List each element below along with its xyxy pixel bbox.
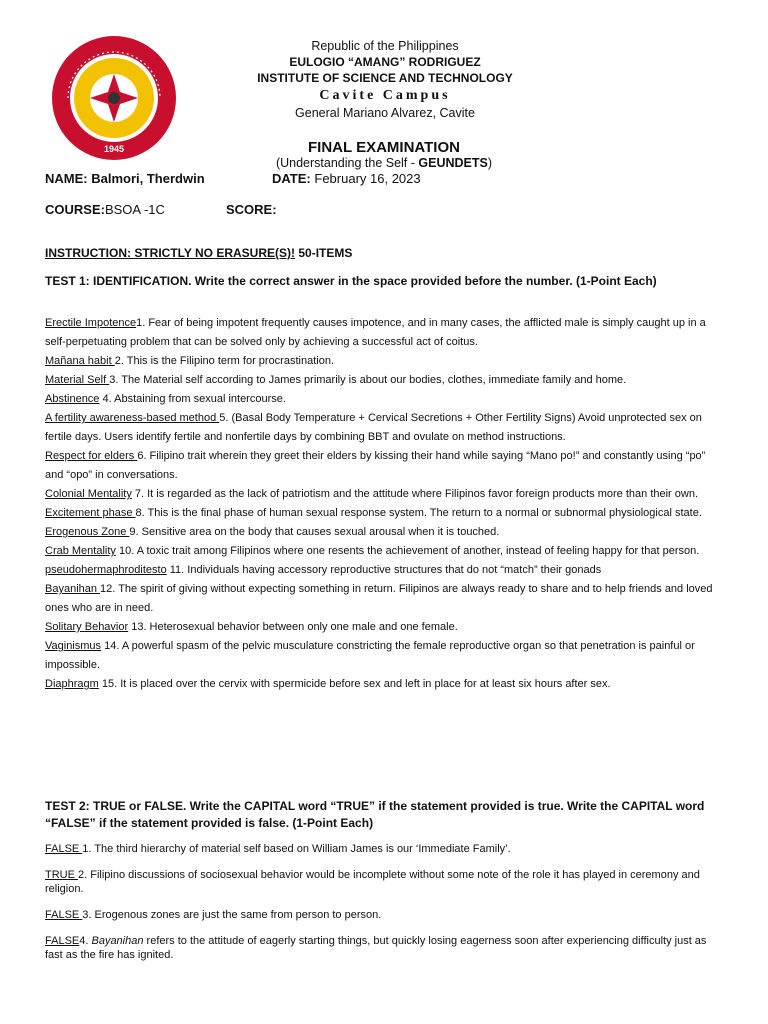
subject-code: GEUNDETS bbox=[418, 156, 488, 170]
test1-item bbox=[45, 618, 725, 637]
test2-statement: 4. bbox=[79, 935, 92, 947]
date-field: DATE: February 16, 2023 bbox=[272, 171, 421, 186]
test2-item bbox=[45, 842, 725, 856]
course-field: COURSE:BSOA -1C bbox=[45, 202, 165, 217]
test1-item bbox=[45, 409, 725, 447]
test2-answer: FALSE bbox=[45, 843, 83, 855]
test1-answer: Diaphragm bbox=[45, 678, 99, 690]
test2-answer: TRUE bbox=[45, 869, 78, 881]
exam-subtitle: (Understanding the Self - GEUNDETS) bbox=[275, 156, 493, 170]
test2-italic-term: Bayanihan bbox=[91, 935, 144, 947]
exam-title: FINAL EXAMINATION bbox=[308, 139, 460, 156]
test2-statement: 2. Filipino discussions of sociosexual behavior would be incomplete without some note of the role it has played in ceremony and religion. bbox=[45, 869, 700, 895]
test1-question: 8. This is the final phase of human sexual response system. The return to a normal or subnormal physiological state. bbox=[135, 507, 702, 519]
test1-answer: Mañana habit bbox=[45, 355, 115, 367]
test2-items bbox=[45, 842, 725, 974]
test1-question: 5. (Basal Body Temperature + Cervical Secretions + Other Fertility Signs) Avoid unprotected sex on fertile days. Users identify fertile and nonfertile days by combining BBT and ovulate on method instructions. bbox=[45, 412, 702, 443]
test1-items bbox=[45, 314, 725, 694]
test1-item bbox=[45, 371, 725, 390]
test2-answer: FALSE bbox=[45, 909, 83, 921]
document-header bbox=[180, 38, 590, 121]
test1-question: 9. Sensitive area on the body that causes sexual arousal when it is touched. bbox=[129, 526, 500, 538]
course-value: BSOA -1C bbox=[104, 202, 165, 217]
test1-question: 4. Abstaining from sexual intercourse. bbox=[99, 393, 286, 405]
test2-statement-rest: refers to the attitude of eagerly starting things, but quickly losing eagerness soon after experiencing difficulty just as fast as the fire has ignited. bbox=[45, 935, 707, 961]
test1-item bbox=[45, 485, 725, 504]
test1-answer: Crab Mentality bbox=[45, 545, 116, 557]
test1-question: 3. The Material self according to James primarily is about our bodies, clothes, immediate family and home. bbox=[109, 374, 627, 386]
test1-item bbox=[45, 504, 725, 523]
test2-statement: 1. The third hierarchy of material self based on William James is our ‘Immediate Family’. bbox=[82, 843, 511, 855]
test1-question: 15. It is placed over the cervix with spermicide before sex and left in place for at least six hours after sex. bbox=[98, 678, 611, 690]
test2-item bbox=[45, 868, 725, 896]
instruction: INSTRUCTION: STRICTLY NO ERASURE(S)! 50-ITEMS bbox=[45, 246, 353, 260]
republic-line: Republic of the Philippines bbox=[311, 39, 459, 53]
test1-question: 2. This is the Filipino term for procrastination. bbox=[114, 355, 334, 367]
test1-answer: Erectile Impotence bbox=[45, 317, 137, 329]
test1-answer: Erogenous Zone bbox=[45, 526, 130, 538]
test1-heading: TEST 1: IDENTIFICATION. Write the correct answer in the space provided before the number. (1-Point Each) bbox=[45, 274, 657, 288]
school-name-line1: EULOGIO “AMANG” RODRIGUEZ bbox=[289, 55, 481, 69]
test1-question: 10. A toxic trait among Filipinos where one resents the achievement of another, instead of feeling happy for that person. bbox=[115, 545, 700, 557]
test1-item bbox=[45, 580, 725, 618]
test1-item bbox=[45, 637, 725, 675]
test1-item bbox=[45, 314, 725, 352]
test1-question: 13. Heterosexual behavior between only one male and one female. bbox=[128, 621, 458, 633]
test1-question: 12. The spirit of giving without expecting something in return. Filipinos are always ready to share and to help friends and loved ones who are in need. bbox=[45, 583, 713, 614]
test1-item bbox=[45, 447, 725, 485]
test1-answer: Abstinence bbox=[45, 393, 100, 405]
score-field: SCORE: bbox=[226, 202, 277, 217]
test1-question: 6. Filipino trait wherein they greet their elders by kissing their hand while saying “Mano po!” and constantly using “po” and “opo” in conversations. bbox=[45, 450, 706, 481]
test1-answer: Bayanihan bbox=[45, 583, 101, 595]
test1-answer: pseudohermaphroditesto bbox=[45, 564, 167, 576]
test1-question: 11. Individuals having accessory reproductive structures that do not “match” their gonads bbox=[166, 564, 602, 576]
campus-address: General Mariano Alvarez, Cavite bbox=[295, 106, 475, 120]
test1-item bbox=[45, 523, 725, 542]
test1-answer: A fertility awareness-based method bbox=[45, 412, 220, 424]
student-name: Balmori, Therdwin bbox=[91, 171, 205, 186]
test1-item bbox=[45, 675, 725, 694]
campus-name: Cavite Campus bbox=[319, 88, 451, 103]
test1-question: 14. A powerful spasm of the pelvic musculature constricting the female reproductive organ so that penetration is painful or impossible. bbox=[45, 640, 695, 671]
test2-answer: FALSE bbox=[45, 935, 80, 947]
school-name-line2: INSTITUTE OF SCIENCE AND TECHNOLOGY bbox=[257, 71, 513, 85]
exam-date: February 16, 2023 bbox=[314, 171, 421, 186]
test1-item bbox=[45, 390, 725, 409]
test1-question: 1. Fear of being impotent frequently causes impotence, and in many cases, the afflicted male is simply caught up in a self-perpetuating problem that can be solved only by achieving a successful act of coitus. bbox=[45, 317, 706, 348]
test1-item bbox=[45, 561, 725, 580]
test2-heading: TEST 2: TRUE or FALSE. Write the CAPITAL word “TRUE” if the statement provided is true. Write the CAPITAL word “FALSE” if the statement provided is false. (1-Point Each) bbox=[45, 799, 705, 830]
test1-answer: Colonial Mentality bbox=[45, 488, 132, 500]
test1-answer: Excitement phase bbox=[45, 507, 136, 519]
test1-answer: Material Self bbox=[45, 374, 110, 386]
seal-year: 1945 bbox=[103, 144, 125, 154]
test1-item bbox=[45, 542, 725, 561]
test1-answer: Respect for elders bbox=[45, 450, 138, 462]
test1-item bbox=[45, 352, 725, 371]
test1-answer: Vaginismus bbox=[45, 640, 102, 652]
test2-item bbox=[45, 908, 725, 922]
name-field: NAME: Balmori, Therdwin bbox=[45, 171, 205, 186]
test2-statement: 3. Erogenous zones are just the same from person to person. bbox=[82, 909, 382, 921]
test2-item bbox=[45, 934, 725, 962]
test1-answer: Solitary Behavior bbox=[45, 621, 129, 633]
test1-question: 7. It is regarded as the lack of patriotism and the attitude where Filipinos favor foreign products more than their own. bbox=[131, 488, 699, 500]
